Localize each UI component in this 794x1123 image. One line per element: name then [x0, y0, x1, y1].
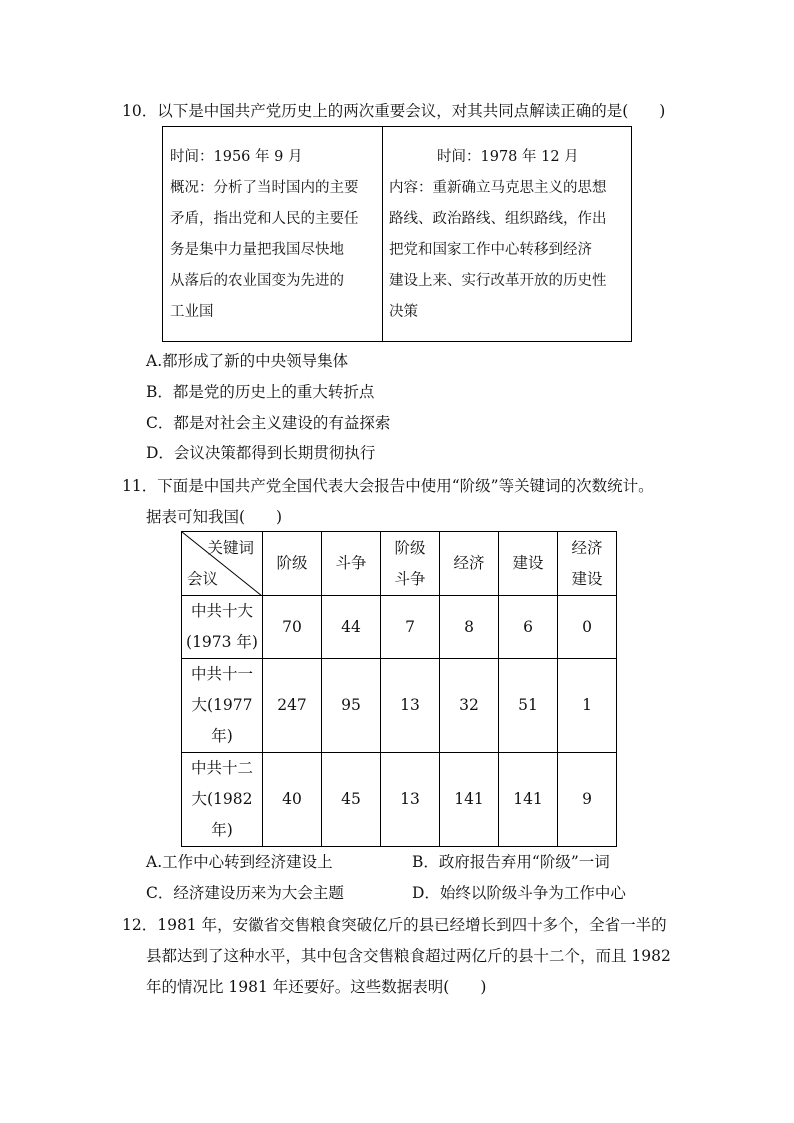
q12-stem: 12．1981 年，安徽省交售粮食突破亿斤的县已经增长到四十多个，全省一半的 [122, 916, 667, 934]
q11-option-c: C．经济建设历来为大会主题 [146, 884, 344, 902]
column-header: 建设 [499, 532, 558, 596]
data-cell: 7 [381, 596, 440, 659]
corner-meeting-label: 会议 [187, 570, 219, 588]
q10-right-line: 决策 [389, 304, 418, 320]
q10-option-c: C．都是对社会主义建设的有益探索 [146, 414, 391, 432]
data-cell: 9 [558, 753, 617, 847]
q11-stem-continued: 据表可知我国( ) [146, 508, 283, 526]
q10-left-line: 务是集中力量把我国尽快地 [170, 242, 344, 258]
q10-right-line: 建设上来、实行改革开放的历史性 [389, 273, 607, 289]
q10-option-b: B．都是党的历史上的重大转折点 [146, 383, 375, 401]
table-row [182, 753, 617, 847]
table-row [182, 596, 617, 659]
column-header: 斗争 [322, 532, 381, 596]
data-cell: 32 [440, 659, 499, 753]
data-cell: 141 [499, 753, 558, 847]
q10-left-line: 工业国 [170, 304, 214, 320]
q10-option-d: D．会议决策都得到长期贯彻执行 [146, 444, 376, 462]
data-cell: 8 [440, 596, 499, 659]
data-cell: 0 [558, 596, 617, 659]
table-row [182, 659, 617, 753]
data-cell: 45 [322, 753, 381, 847]
column-header: 阶级 斗争 [381, 532, 440, 596]
q11-stem: 11．下面是中国共产党全国代表大会报告中使用“阶级”等关键词的次数统计。 [122, 477, 654, 495]
row-meeting-cell: 中共十一 大(1977 年) [182, 659, 263, 753]
q10-right-line: 内容：重新确立马克思主义的思想 [389, 180, 607, 196]
q10-left-line: 矛盾，指出党和人民的主要任 [170, 211, 359, 227]
q11-option-d: D．始终以阶级斗争为工作中心 [412, 884, 626, 902]
q10-left-line: 概况：分析了当时国内的主要 [170, 180, 359, 196]
data-cell: 51 [499, 659, 558, 753]
corner-keyword-label: 关键词 [207, 539, 254, 557]
row-meeting-cell: 中共十二 大(1982 年) [182, 753, 263, 847]
q11-option-a: A.工作中心转到经济建设上 [146, 853, 333, 871]
q10-right-time: 时间：1978 年 12 月 [437, 149, 579, 165]
column-header: 阶级 [263, 532, 322, 596]
q10-option-a: A.都形成了新的中央领导集体 [146, 352, 349, 370]
q12-stem-continued: 县都达到了这种水平，其中包含交售粮食超过两亿斤的县十二个，而且 1982 [146, 947, 671, 965]
data-cell: 44 [322, 596, 381, 659]
column-header: 经济 [440, 532, 499, 596]
q10-left-time: 时间：1956 年 9 月 [170, 149, 303, 165]
data-cell: 95 [322, 659, 381, 753]
data-cell: 141 [440, 753, 499, 847]
q10-left-line: 从落后的农业国变为先进的 [170, 273, 344, 289]
data-cell: 40 [263, 753, 322, 847]
data-cell: 247 [263, 659, 322, 753]
table-corner-cell [182, 532, 263, 596]
data-cell: 13 [381, 659, 440, 753]
data-cell: 70 [263, 596, 322, 659]
data-cell: 13 [381, 753, 440, 847]
q10-comparison-table [162, 126, 632, 342]
q11-keyword-table [181, 531, 617, 847]
q12-stem-continued: 年的情况比 1981 年还要好。这些数据表明( ) [146, 978, 487, 996]
q11-option-b: B．政府报告弃用“阶级”一词 [412, 853, 610, 871]
q10-stem: 10．以下是中国共产党历史上的两次重要会议，对其共同点解读正确的是( ) [122, 102, 666, 120]
column-header: 经济 建设 [558, 532, 617, 596]
q10-right-line: 路线、政治路线、组织路线，作出 [389, 211, 607, 227]
q10-right-line: 把党和国家工作中心转移到经济 [389, 242, 592, 258]
q10-table-divider [382, 127, 383, 341]
row-meeting-cell: 中共十大 (1973 年) [182, 596, 263, 659]
data-cell: 1 [558, 659, 617, 753]
data-cell: 6 [499, 596, 558, 659]
